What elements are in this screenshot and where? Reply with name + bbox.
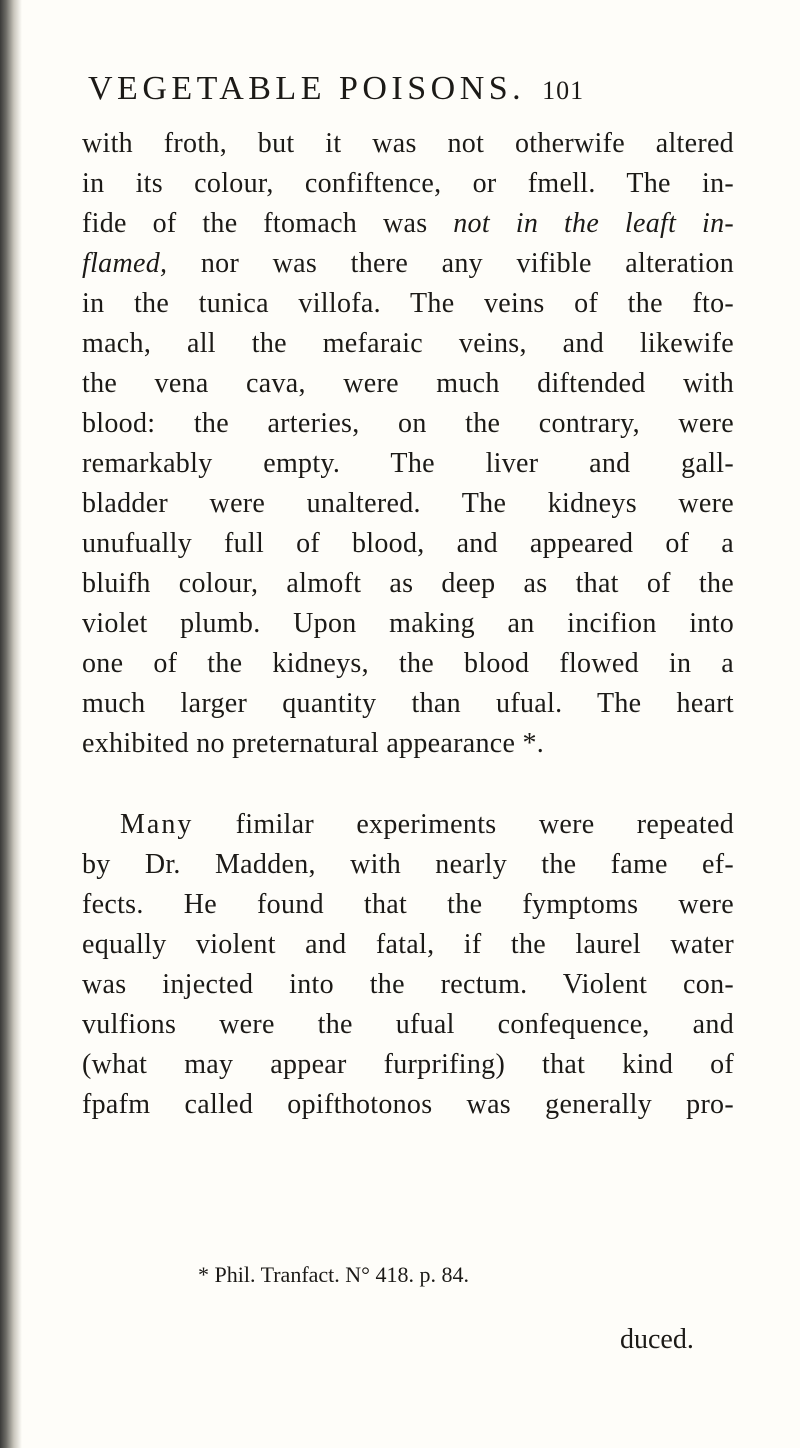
text-line: exhibited no preternatural appearance *. — [82, 728, 545, 759]
text-line: fpafm called opifthotonos was generally pro- — [82, 1089, 734, 1120]
running-head-title: VEGETABLE POISONS. — [88, 70, 526, 107]
text-line: unufually full of blood, and appeared of a — [82, 528, 734, 559]
text-line: violet plumb. Upon making an incifion into — [82, 608, 734, 639]
running-head — [88, 70, 688, 118]
text-line: mach, all the mefaraic veins, and likewife — [82, 328, 734, 359]
text-line: vulfions were the ufual confequence, and — [82, 1009, 734, 1040]
text-line — [82, 204, 734, 244]
text-run: fimilar experiments were repeated — [193, 809, 734, 840]
text-line: bluifh colour, almoft as deep as that of the — [82, 568, 734, 599]
text-line: by Dr. Madden, with nearly the fame ef- — [82, 849, 734, 880]
small-caps-word: Many — [120, 809, 194, 840]
italic-phrase: flamed, — [82, 248, 168, 279]
text-line: bladder were unaltered. The kidneys were — [82, 488, 734, 519]
text-line: in its colour, confiftence, or fmell. The in- — [82, 168, 734, 199]
text-line — [120, 805, 734, 845]
text-line: one of the kidneys, the blood flowed in a — [82, 648, 734, 679]
text-line: equally violent and fatal, if the laurel water — [82, 929, 734, 960]
text-run: fide of the ftomach was — [82, 208, 454, 239]
catchword: duced. — [620, 1324, 694, 1355]
text-line: was injected into the rectum. Violent con- — [82, 969, 734, 1000]
text-line: remarkably empty. The liver and gall- — [82, 448, 734, 479]
text-line: much larger quantity than ufual. The heart — [82, 688, 734, 719]
text-line: (what may appear furprifing) that kind of — [82, 1049, 734, 1080]
text-run: nor was there any vifible alteration — [167, 248, 734, 279]
footnote: * Phil. Tranfact. N° 418. p. 84. — [198, 1262, 469, 1287]
italic-phrase: not in the leaft in- — [453, 208, 735, 239]
text-line: in the tunica villofa. The veins of the fto- — [82, 288, 734, 319]
text-line: the vena cava, were much diftended with — [82, 368, 734, 399]
text-line: with froth, but it was not otherwife altered — [82, 128, 734, 159]
page-number: 101 — [542, 76, 585, 105]
text-line — [82, 244, 734, 284]
text-line: fects. He found that the fymptoms were — [82, 889, 734, 920]
text-line: blood: the arteries, on the contrary, were — [82, 408, 734, 439]
